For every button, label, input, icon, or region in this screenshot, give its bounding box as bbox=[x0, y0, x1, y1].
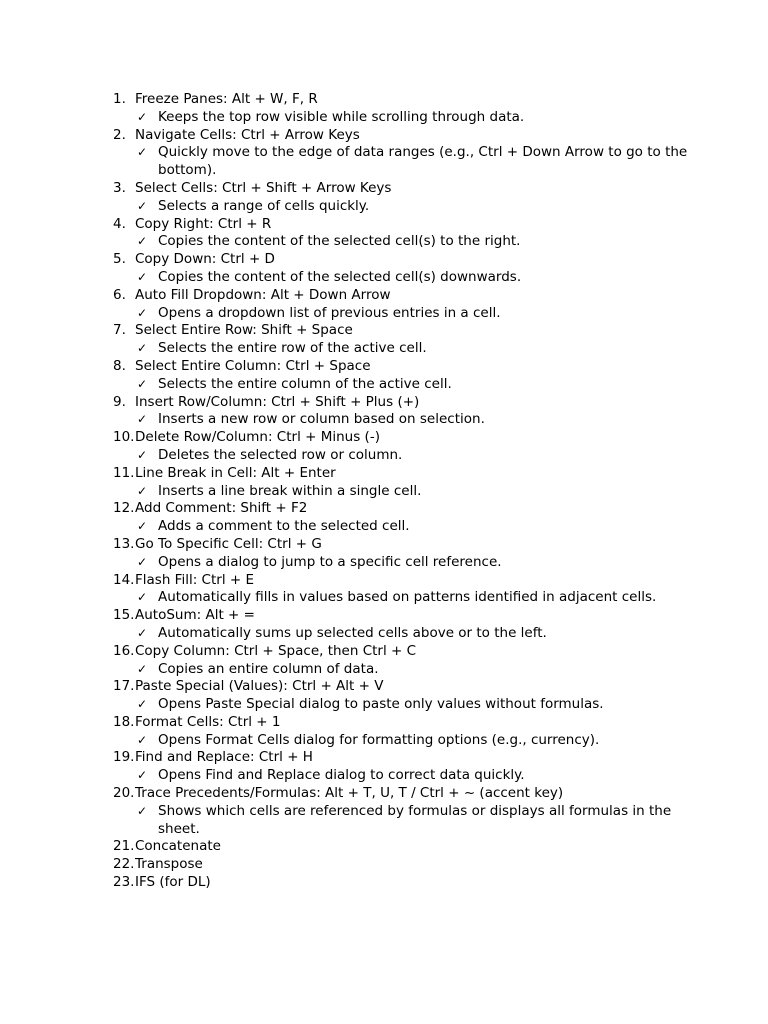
sub-item bbox=[113, 376, 693, 394]
item-title: Format Cells: Ctrl + 1 bbox=[135, 713, 281, 730]
list-item bbox=[113, 607, 693, 625]
list-item bbox=[113, 572, 693, 590]
checkmark-icon: ✓ bbox=[137, 554, 148, 569]
sub-item bbox=[113, 269, 693, 287]
item-title: Concatenate bbox=[135, 838, 221, 855]
list-item bbox=[113, 536, 693, 554]
item-title: Select Entire Column: Ctrl + Space bbox=[135, 357, 371, 374]
sub-item-text: Deletes the selected row or column. bbox=[158, 446, 403, 463]
sub-item-text: Opens Find and Replace dialog to correct data quickly. bbox=[158, 767, 525, 784]
item-title: Copy Column: Ctrl + Space, then Ctrl + C bbox=[135, 642, 417, 659]
sub-item-text: Inserts a new row or column based on selection. bbox=[158, 411, 485, 428]
sub-item bbox=[113, 518, 693, 536]
item-title: Select Cells: Ctrl + Shift + Arrow Keys bbox=[135, 179, 392, 196]
sub-item bbox=[113, 340, 693, 358]
checkmark-icon: ✓ bbox=[137, 234, 148, 249]
item-title: Freeze Panes: Alt + W, F, R bbox=[135, 91, 318, 107]
item-number: 17. bbox=[113, 678, 135, 695]
list-item bbox=[113, 322, 693, 340]
list-item bbox=[113, 216, 693, 234]
sub-item bbox=[113, 483, 693, 501]
sub-item-text: Shows which cells are referenced by formulas or displays all formulas in the sheet. bbox=[158, 802, 672, 837]
sub-item-text: Automatically sums up selected cells above or to the left. bbox=[158, 624, 547, 641]
item-number: 21. bbox=[113, 838, 135, 855]
sub-item-text: Adds a comment to the selected cell. bbox=[158, 518, 410, 535]
checkmark-icon: ✓ bbox=[137, 768, 148, 783]
list-item bbox=[113, 394, 693, 412]
list-item bbox=[113, 678, 693, 696]
checkmark-icon: ✓ bbox=[137, 145, 148, 160]
item-title: Copy Down: Ctrl + D bbox=[135, 251, 275, 268]
list-item bbox=[113, 180, 693, 198]
sub-item-text: Automatically fills in values based on patterns identified in adjacent cells. bbox=[158, 589, 657, 606]
sub-item bbox=[113, 803, 693, 839]
item-title: Paste Special (Values): Ctrl + Alt + V bbox=[135, 678, 384, 695]
checkmark-icon: ✓ bbox=[137, 625, 148, 640]
sub-item bbox=[113, 447, 693, 465]
checkmark-icon: ✓ bbox=[137, 269, 148, 284]
checkmark-icon: ✓ bbox=[137, 483, 148, 498]
item-number: 15. bbox=[113, 607, 135, 624]
item-title: Find and Replace: Ctrl + H bbox=[135, 749, 313, 766]
sub-item-text: Copies the content of the selected cell(s) to the right. bbox=[158, 233, 521, 250]
item-title: Go To Specific Cell: Ctrl + G bbox=[135, 535, 322, 552]
item-number: 5. bbox=[113, 251, 126, 268]
item-number: 1. bbox=[113, 91, 126, 107]
checkmark-icon: ✓ bbox=[137, 697, 148, 712]
item-number: 12. bbox=[113, 500, 135, 517]
sub-item-text: Copies the content of the selected cell(s) downwards. bbox=[158, 268, 522, 285]
list-item bbox=[113, 287, 693, 305]
checkmark-icon: ✓ bbox=[137, 341, 148, 356]
item-number: 6. bbox=[113, 286, 126, 303]
sub-item bbox=[113, 589, 693, 607]
sub-item-text: Quickly move to the edge of data ranges (e.g., Ctrl + Down Arrow to go to the bottom). bbox=[158, 144, 688, 179]
item-number: 20. bbox=[113, 785, 135, 802]
sub-item bbox=[113, 554, 693, 572]
checkmark-icon: ✓ bbox=[137, 109, 148, 124]
checkmark-icon: ✓ bbox=[137, 376, 148, 391]
shortcut-list bbox=[113, 91, 693, 892]
checkmark-icon: ✓ bbox=[137, 412, 148, 427]
sub-item-text: Selects the entire column of the active cell. bbox=[158, 375, 452, 392]
sub-item bbox=[113, 411, 693, 429]
checkmark-icon: ✓ bbox=[137, 447, 148, 462]
sub-item-text: Copies an entire column of data. bbox=[158, 660, 379, 677]
item-number: 8. bbox=[113, 357, 126, 374]
item-number: 22. bbox=[113, 856, 135, 873]
sub-item bbox=[113, 732, 693, 750]
list-item bbox=[113, 856, 693, 874]
item-number: 10. bbox=[113, 429, 135, 446]
item-number: 7. bbox=[113, 322, 126, 339]
checkmark-icon: ✓ bbox=[137, 590, 148, 605]
sub-item bbox=[113, 305, 693, 323]
sub-item bbox=[113, 109, 693, 127]
list-item bbox=[113, 465, 693, 483]
item-number: 11. bbox=[113, 464, 135, 481]
item-title: IFS (for DL) bbox=[135, 874, 211, 891]
sub-item-text: Inserts a line break within a single cell. bbox=[158, 482, 422, 499]
list-item bbox=[113, 643, 693, 661]
list-item bbox=[113, 91, 693, 109]
item-number: 9. bbox=[113, 393, 126, 410]
item-title: AutoSum: Alt + = bbox=[135, 607, 255, 624]
item-title: Line Break in Cell: Alt + Enter bbox=[135, 464, 336, 481]
sub-item-text: Keeps the top row visible while scrolling through data. bbox=[158, 108, 525, 125]
item-title: Flash Fill: Ctrl + E bbox=[135, 571, 254, 588]
sub-item bbox=[113, 144, 693, 180]
sub-item-text: Selects the entire row of the active cell. bbox=[158, 340, 427, 357]
sub-item-text: Selects a range of cells quickly. bbox=[158, 197, 370, 214]
item-title: Auto Fill Dropdown: Alt + Down Arrow bbox=[135, 286, 391, 303]
list-item bbox=[113, 838, 693, 856]
sub-item-text: Opens Format Cells dialog for formatting options (e.g., currency). bbox=[158, 731, 600, 748]
item-title: Transpose bbox=[135, 856, 203, 873]
checkmark-icon: ✓ bbox=[137, 661, 148, 676]
list-item bbox=[113, 127, 693, 145]
item-number: 18. bbox=[113, 713, 135, 730]
item-title: Add Comment: Shift + F2 bbox=[135, 500, 308, 517]
sub-item bbox=[113, 625, 693, 643]
checkmark-icon: ✓ bbox=[137, 732, 148, 747]
sub-item bbox=[113, 661, 693, 679]
item-title: Select Entire Row: Shift + Space bbox=[135, 322, 353, 339]
checkmark-icon: ✓ bbox=[137, 803, 148, 818]
list-item bbox=[113, 749, 693, 767]
list-item bbox=[113, 251, 693, 269]
list-item bbox=[113, 714, 693, 732]
list-item bbox=[113, 874, 693, 892]
item-title: Trace Precedents/Formulas: Alt + T, U, T / Ctrl + ~ (accent key) bbox=[135, 785, 564, 802]
sub-item-text: Opens Paste Special dialog to paste only values without formulas. bbox=[158, 696, 604, 713]
item-number: 4. bbox=[113, 215, 126, 232]
list-item bbox=[113, 500, 693, 518]
item-number: 2. bbox=[113, 126, 126, 143]
item-title: Insert Row/Column: Ctrl + Shift + Plus (+) bbox=[135, 393, 420, 410]
sub-item-text: Opens a dialog to jump to a specific cell reference. bbox=[158, 553, 502, 570]
item-number: 3. bbox=[113, 179, 126, 196]
item-title: Delete Row/Column: Ctrl + Minus (-) bbox=[135, 429, 380, 446]
item-number: 19. bbox=[113, 749, 135, 766]
sub-item bbox=[113, 696, 693, 714]
list-item bbox=[113, 429, 693, 447]
list-item bbox=[113, 785, 693, 803]
item-title: Copy Right: Ctrl + R bbox=[135, 215, 272, 232]
item-title: Navigate Cells: Ctrl + Arrow Keys bbox=[135, 126, 360, 143]
item-number: 23. bbox=[113, 874, 135, 891]
sub-item bbox=[113, 198, 693, 216]
checkmark-icon: ✓ bbox=[137, 198, 148, 213]
sub-item bbox=[113, 767, 693, 785]
list-item bbox=[113, 358, 693, 376]
item-number: 14. bbox=[113, 571, 135, 588]
checkmark-icon: ✓ bbox=[137, 519, 148, 534]
sub-item-text: Opens a dropdown list of previous entries in a cell. bbox=[158, 304, 501, 321]
item-number: 16. bbox=[113, 642, 135, 659]
checkmark-icon: ✓ bbox=[137, 305, 148, 320]
sub-item bbox=[113, 233, 693, 251]
item-number: 13. bbox=[113, 535, 135, 552]
